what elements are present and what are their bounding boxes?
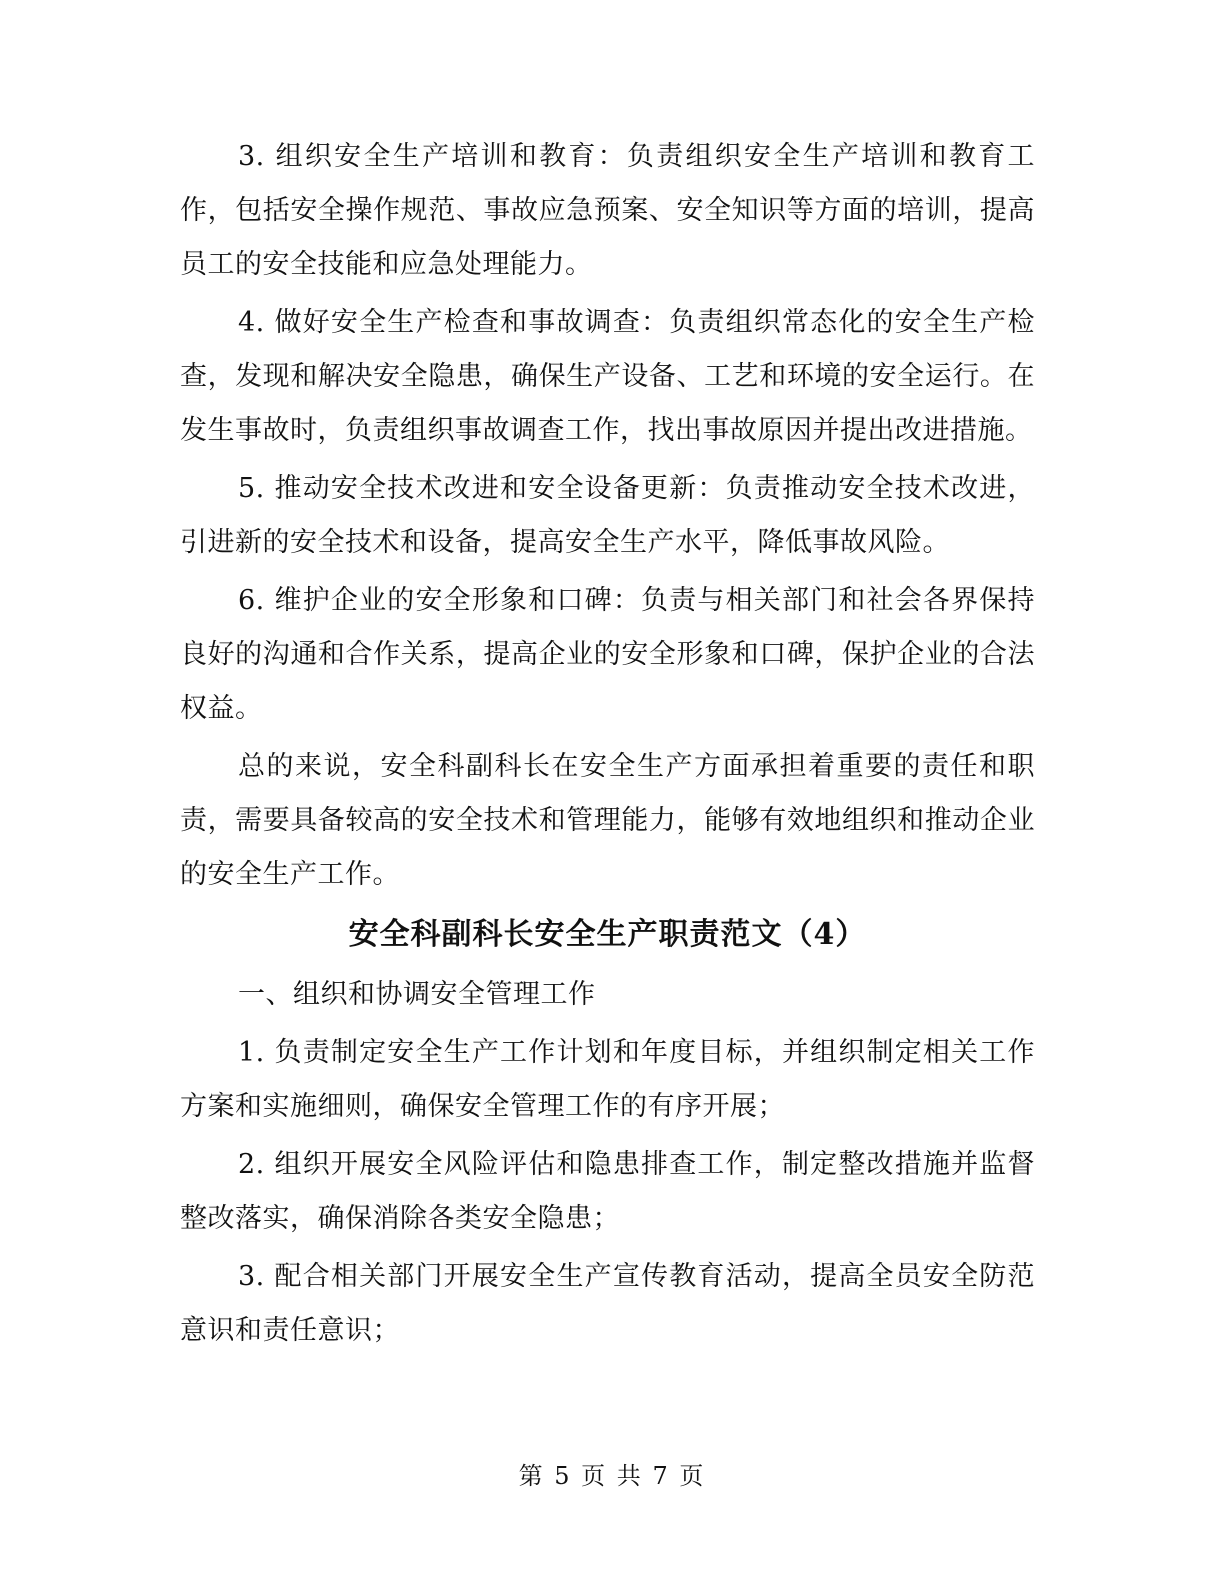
subsection-heading: 一、组织和协调安全管理工作 [238,979,596,1010]
paragraph-duty-2: 2. 组织开展安全风险评估和隐患排查工作，制定整改措施并监督整改落实，确保消除各类安全隐患； [180,1149,1035,1234]
page-number-footer: 第 5 页 共 7 页 [518,1462,706,1490]
paragraph-item-4: 4. 做好安全生产检查和事故调查：负责组织常态化的安全生产检查，发现和解决安全隐患，确保生产设备、工艺和环境的安全运行。在发生事故时，负责组织事故调查工作，找出事故原因并提出改进措施。 [180,307,1035,446]
paragraph-duty-3: 3. 配合相关部门开展安全生产宣传教育活动，提高全员安全防范意识和责任意识； [180,1261,1035,1346]
section-title: 安全科副科长安全生产职责范文（4） [348,917,867,952]
paragraph-item-3: 3. 组织安全生产培训和教育：负责组织安全生产培训和教育工作，包括安全操作规范、事故应急预案、安全知识等方面的培训，提高员工的安全技能和应急处理能力。 [180,141,1035,280]
paragraph-summary: 总的来说，安全科副科长在安全生产方面承担着重要的责任和职责，需要具备较高的安全技术和管理能力，能够有效地组织和推动企业的安全生产工作。 [180,751,1035,890]
paragraph-duty-1: 1. 负责制定安全生产工作计划和年度目标，并组织制定相关工作方案和实施细则，确保安全管理工作的有序开展； [180,1037,1035,1122]
paragraph-item-6: 6. 维护企业的安全形象和口碑：负责与相关部门和社会各界保持良好的沟通和合作关系，提高企业的安全形象和口碑，保护企业的合法权益。 [180,585,1035,724]
page-content [180,130,1035,1362]
paragraph-item-5: 5. 推动安全技术改进和安全设备更新：负责推动安全技术改进，引进新的安全技术和设备，提高安全生产水平，降低事故风险。 [180,473,1035,558]
